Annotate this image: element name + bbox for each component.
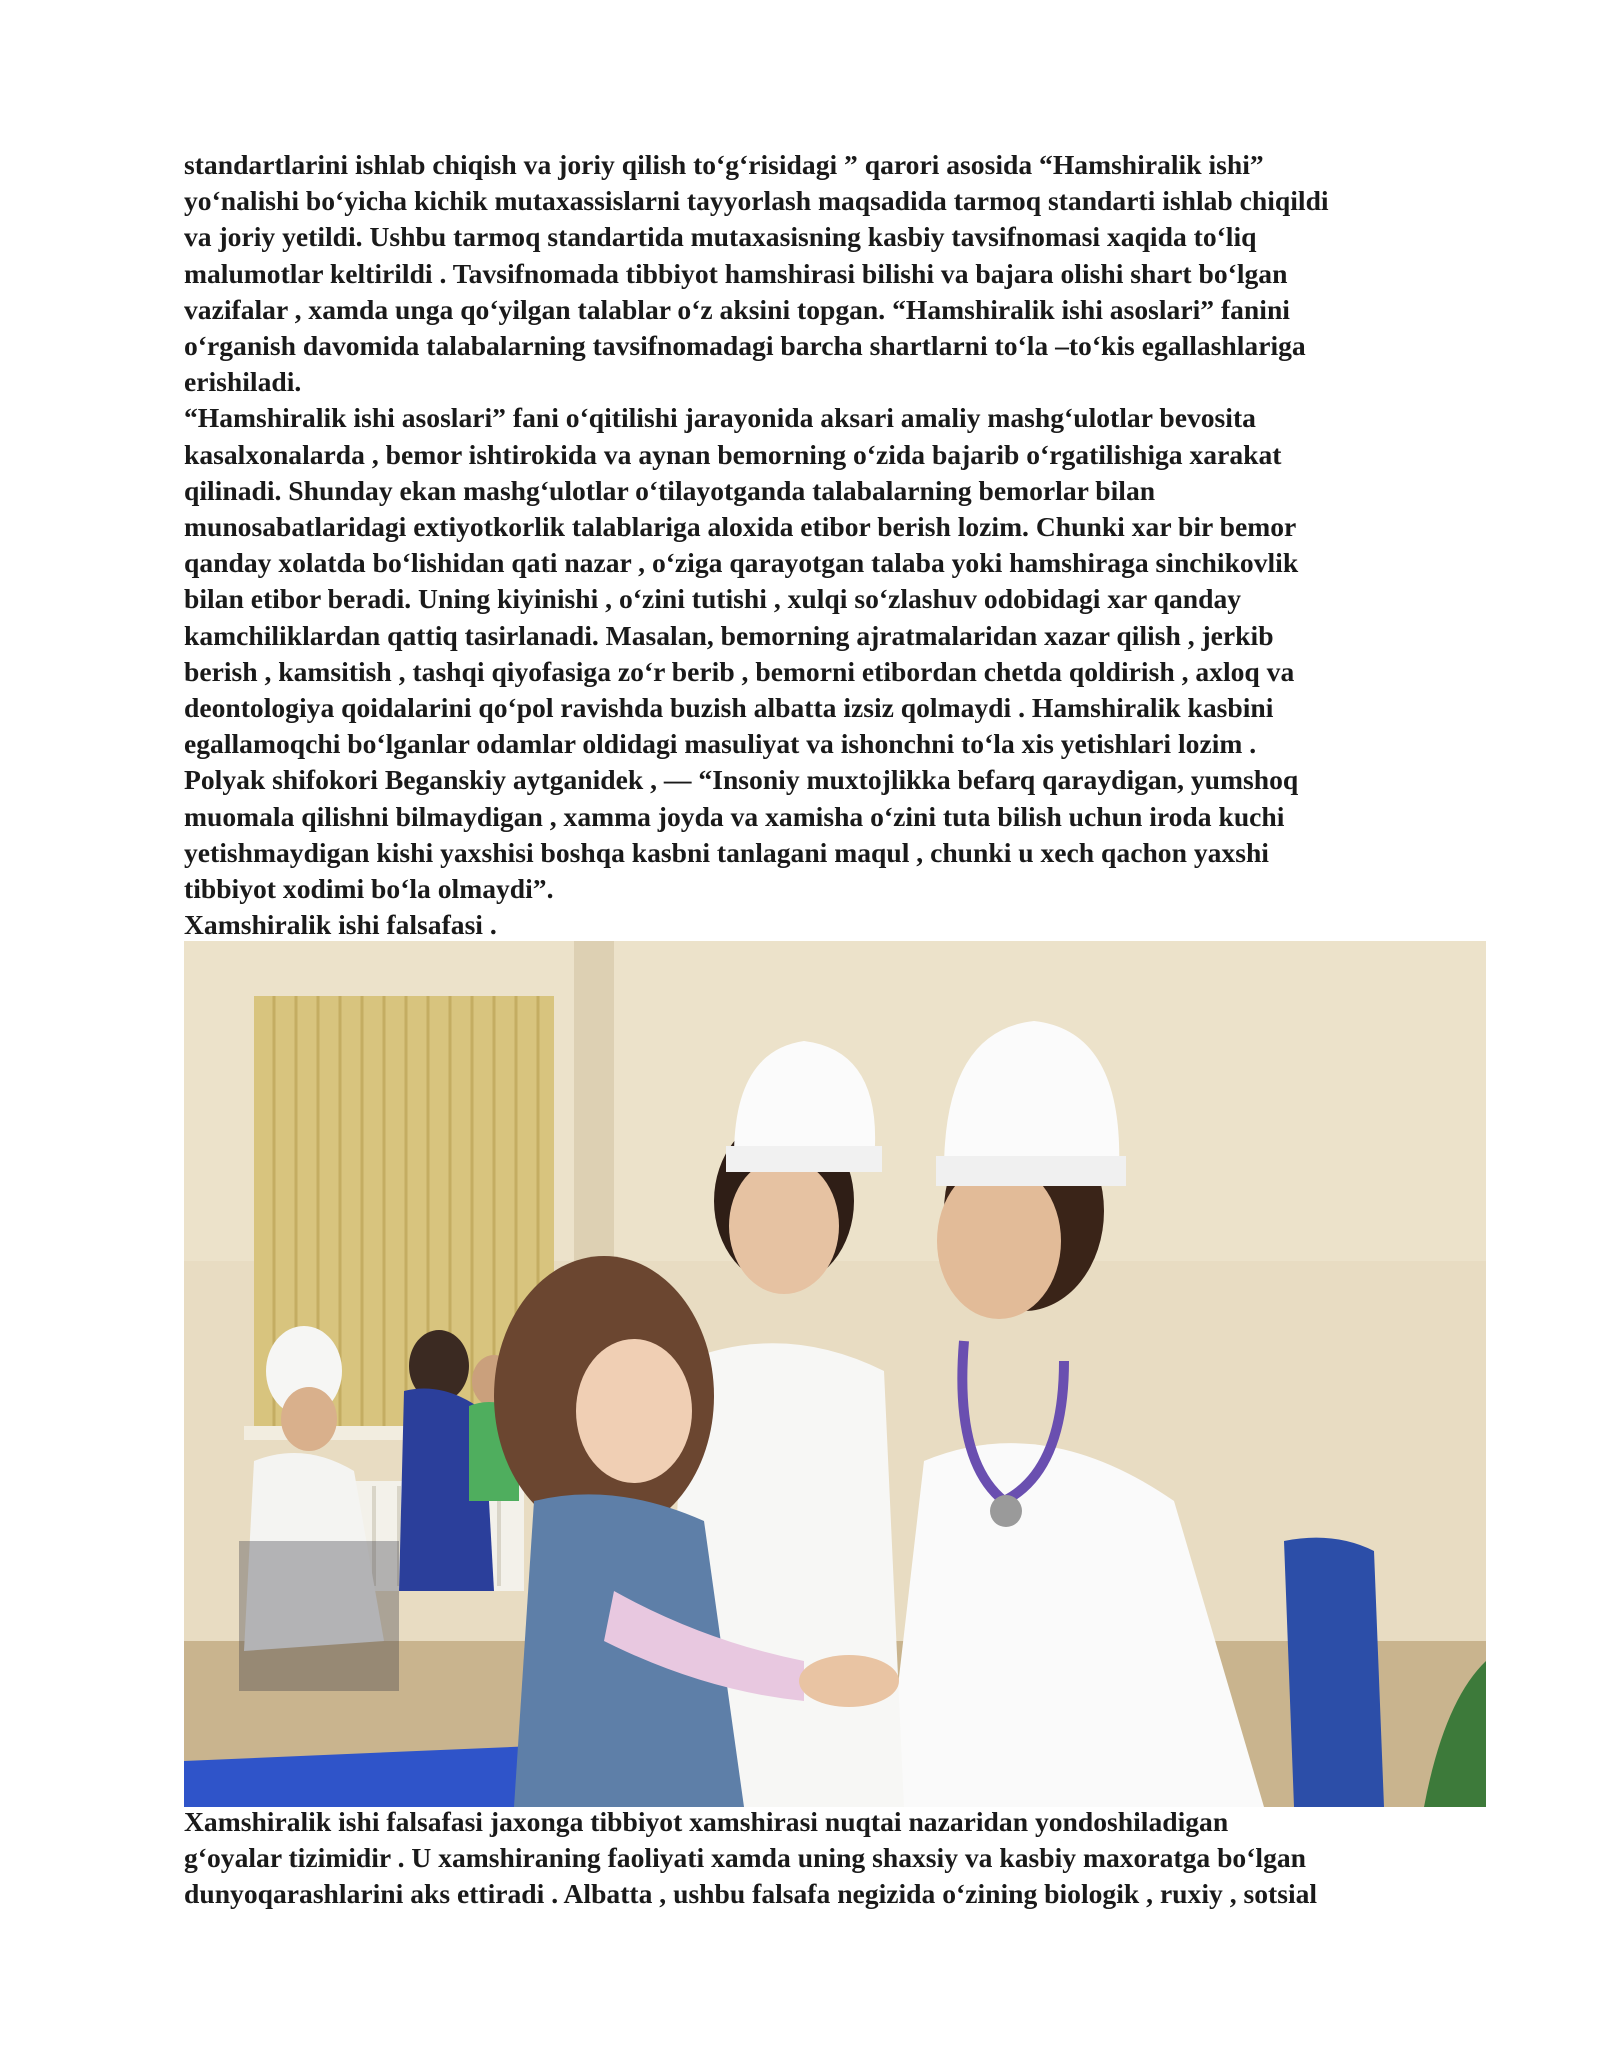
- text-line: bilan etibor beradi. Uning kiyinishi , o‘zini tutishi , xulqi so‘zlashuv odobidagi xar qanday: [184, 583, 1242, 615]
- text-line: berish , kamsitish , tashqi qiyofasiga zo‘r berib , bemorni etibordan chetda qoldirish , axloq va: [184, 655, 1295, 687]
- text-line: egallamoqchi bo‘lganlar odamlar oldidagi masuliyat va ishonchni to‘la xis yetishlari lozim .: [184, 728, 1257, 760]
- text-block-top: [184, 147, 1484, 943]
- text-line: munosabatlaridagi extiyotkorlik talablariga aloxida etibor berish lozim. Chunki xar bir bemor: [184, 511, 1297, 543]
- text-line: yetishmaydigan kishi yaxshisi boshqa kasbni tanlagani maqul , chunki u xech qachon yaxshi: [184, 836, 1269, 868]
- text-block-bottom: [184, 1804, 1484, 1913]
- text-line: deontologiya qoidalarini qo‘pol ravishda buzish albatta izsiz qolmaydi . Hamshiralik kasbini: [184, 692, 1274, 724]
- text-line: dunyoqarashlarini aks ettiradi . Albatta , ushbu falsafa negizida o‘zining biologik , ruxiy , sotsial: [184, 1878, 1318, 1910]
- text-line: qilinadi. Shunday ekan mashg‘ulotlar o‘tilayotganda talabalarning bemorlar bilan: [184, 474, 1156, 506]
- text-line: kasalxonalarda , bemor ishtirokida va aynan bemorning o‘zida bajarib o‘rgatilishiga xarakat: [184, 438, 1282, 470]
- text-line: o‘rganish davomida talabalarning tavsifnomadagi barcha shartlarni to‘la –to‘kis egallashlariga: [184, 330, 1306, 362]
- text-line: “Hamshiralik ishi asoslari” fani o‘qitilishi jarayonida aksari amaliy mashg‘ulotlar bevosita: [184, 402, 1256, 434]
- text-line: vazifalar , xamda unga qo‘yilgan talablar o‘z aksini topgan. “Hamshiralik ishi asoslari” fanini: [184, 293, 1290, 325]
- text-line: muomala qilishni bilmaydigan , xamma joyda va xamisha o‘zini tuta bilish uchun iroda kuchi: [184, 800, 1285, 832]
- text-line: erishiladi.: [184, 366, 302, 398]
- text-line: kamchiliklardan qattiq tasirlanadi. Masalan, bemorning ajratmalaridan xazar qilish , jerkib: [184, 619, 1274, 651]
- text-line: standartlarini ishlab chiqish va joriy qilish to‘g‘risidagi ” qarori asosida “Hamshiralik ishi”: [184, 149, 1264, 180]
- nurses-with-child-photo: [184, 941, 1486, 1807]
- text-line: Polyak shifokori Beganskiy aytganidek , — “Insoniy muxtojlikka befarq qaraydigan, yumshoq: [184, 764, 1299, 796]
- text-line: Xamshiralik ishi falsafasi jaxonga tibbiyot xamshirasi nuqtai nazaridan yondoshiladigan: [184, 1806, 1229, 1837]
- photo-illustration: [184, 941, 1486, 1807]
- text-line: qanday xolatda bo‘lishidan qati nazar , o‘ziga qarayotgan talaba yoki hamshiraga sinchikovlik: [184, 547, 1299, 579]
- text-line: g‘oyalar tizimidir . U xamshiraning faoliyati xamda uning shaxsiy va kasbiy maxoratga bo‘lgan: [184, 1842, 1307, 1874]
- text-line: va joriy yetildi. Ushbu tarmoq standartida mutaxasisning kasbiy tavsifnomasi xaqida to‘liq: [184, 221, 1257, 253]
- text-line: malumotlar keltirildi . Tavsifnomada tibbiyot hamshirasi bilishi va bajara olishi shart bo‘lgan: [184, 257, 1288, 289]
- text-line: yo‘nalishi bo‘yicha kichik mutaxassislarni tayyorlash maqsadida tarmoq standarti ishlab chiqildi: [184, 185, 1329, 217]
- text-line: Xamshiralik ishi falsafasi .: [184, 909, 497, 941]
- text-line: tibbiyot xodimi bo‘la olmaydi”.: [184, 873, 554, 905]
